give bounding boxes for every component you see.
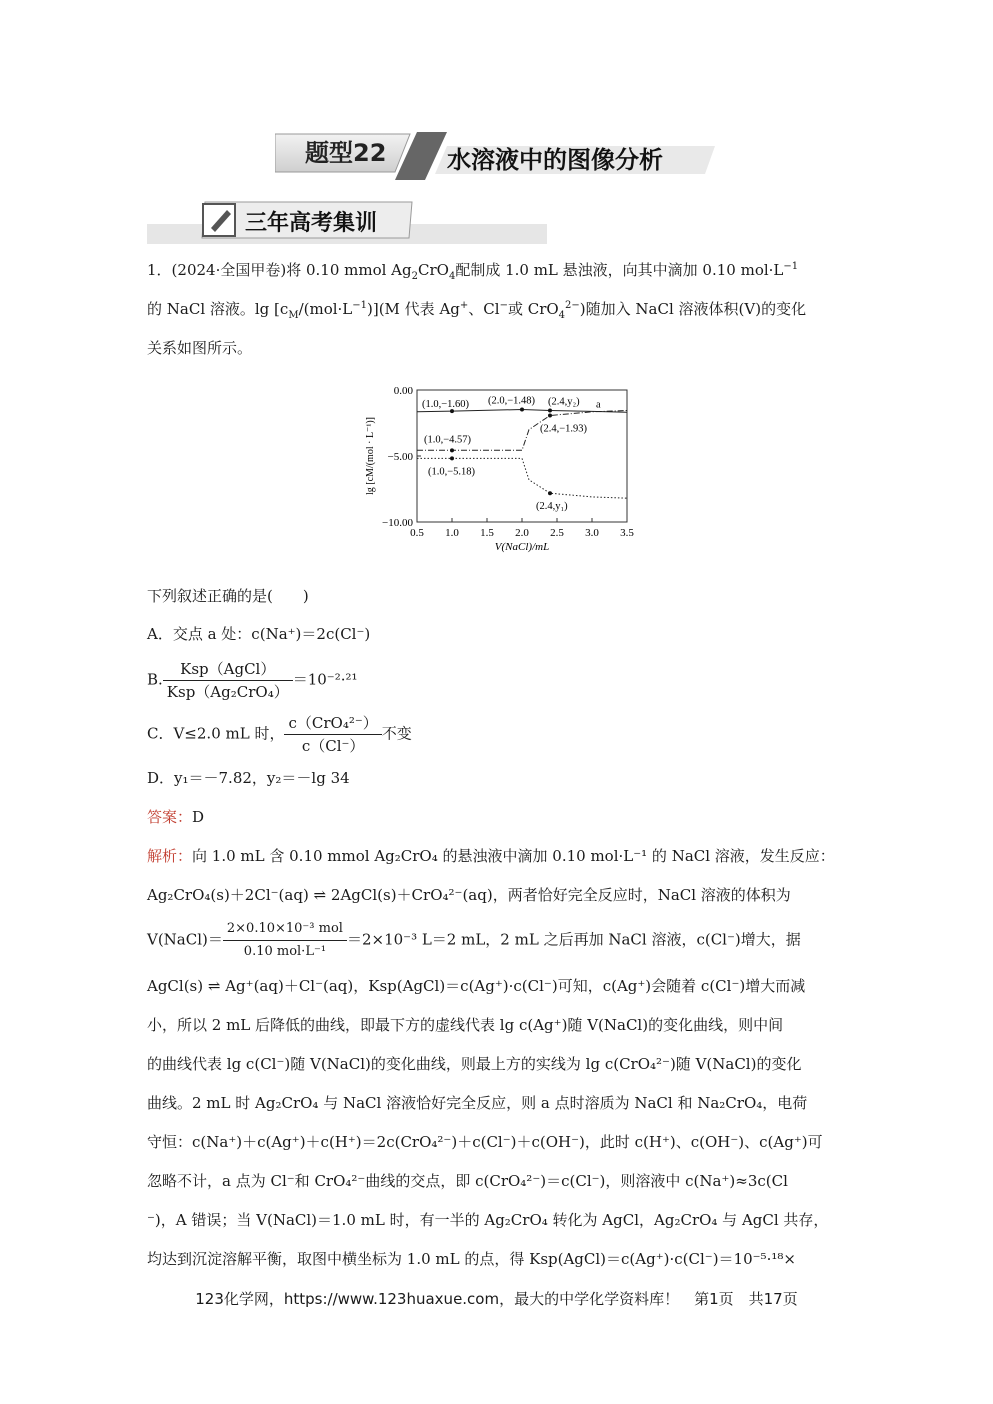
page-footer: 123化学网，https://www.123huaxue.com，最大的中学化学资料库！ 第1页 共17页 bbox=[195, 1290, 798, 1308]
section-header bbox=[147, 198, 547, 244]
analysis-line-5: 小，所以 2 mL 后降低的曲线，即最下方的虚线代表 lg c(Ag⁺)随 V(NaCl)的变化曲线，则中间 bbox=[147, 1016, 784, 1034]
y-axis-label: lg [cM/(mol · L⁻¹)] bbox=[365, 417, 376, 495]
point-label: (2.4,y₂) bbox=[548, 396, 580, 408]
topic-title: 水溶液中的图像分析 bbox=[447, 146, 663, 174]
x-tick-label: 2.5 bbox=[550, 527, 564, 539]
data-point bbox=[548, 413, 552, 417]
x-tick-label: 1.0 bbox=[445, 527, 459, 539]
option-c[interactable]: C．V≤2.0 mL 时， $\frac{\text{c（CrO₄²⁻）}}{c(Cl^-)}$ 不变 bbox=[147, 714, 412, 755]
analysis-line-7: 曲线。2 mL 时 Ag₂CrO₄ 与 NaCl 溶液恰好完全反应，则 a 点时溶质为 NaCl 和 Na₂CrO₄，电荷 bbox=[147, 1094, 808, 1112]
option-d[interactable]: D．y₁＝－7.82，y₂＝－lg 34 bbox=[147, 769, 350, 787]
option-a[interactable]: A．交点 a 处：c(Na⁺)＝2c(Cl⁻) bbox=[147, 625, 371, 643]
section-title: 三年高考集训 bbox=[245, 211, 378, 236]
y-tick-label: −5.00 bbox=[387, 451, 413, 463]
y-tick-label: −10.00 bbox=[382, 517, 413, 529]
chart bbox=[355, 380, 645, 560]
analysis-line-9: 忽略不计，a 点为 Cl⁻和 CrO₄²⁻曲线的交点，即 c(CrO₄²⁻)＝c(Cl⁻)，则溶液中 c(Na⁺)≈3c(Cl bbox=[147, 1172, 788, 1190]
series-line-3 bbox=[417, 458, 627, 498]
analysis-line-10: ⁻)，A 错误；当 V(NaCl)＝1.0 mL 时，有一半的 Ag₂CrO₄ 转化为 AgCl，Ag₂CrO₄ 与 AgCl 共存， bbox=[147, 1211, 829, 1229]
x-axis-label: V(NaCl)/mL bbox=[494, 541, 550, 553]
question-prompt: 下列叙述正确的是( ) bbox=[147, 587, 309, 605]
x-tick-label: 2.0 bbox=[515, 527, 529, 539]
option-b[interactable]: B. $\frac{\text{Ksp（AgCl）}}{\text{Ksp（Ag₂CrO₄）}}$ ＝10⁻²·²¹ bbox=[147, 660, 358, 701]
point-label: (1.0,−4.57) bbox=[424, 434, 472, 446]
question-line-2: 的 NaCl 溶液。$\lg [c_M/(mol\cdot L^{-1})](M$ 代表 Ag+、Cl−或 CrO$_4^{2-}$)随加入 NaCl 溶液体积(V)的变化 bbox=[147, 300, 807, 321]
x-tick-label: 3.0 bbox=[585, 527, 599, 539]
analysis-line-6: 的曲线代表 lg c(Cl⁻)随 V(NaCl)的变化曲线，则最上方的实线为 lg c(CrO₄²⁻)随 V(NaCl)的变化 bbox=[147, 1055, 802, 1073]
question-line-3: 关系如图所示。 bbox=[147, 339, 253, 357]
data-point bbox=[450, 456, 454, 460]
point-label: a bbox=[596, 399, 601, 411]
point-label: (1.0,−5.18) bbox=[428, 466, 476, 478]
question-line-1: 1．(2024·全国甲卷)将 0.10 mmol $Ag_2CrO_4$配制成 1.0 mL 悬浊液，向其中滴加 0.10 $mol\cdot L^{-1}$ bbox=[147, 261, 799, 282]
point-label: (2.4,y₁) bbox=[536, 501, 568, 513]
point-label: (2.0,−1.48) bbox=[488, 395, 536, 407]
data-point bbox=[548, 408, 552, 412]
x-tick-label: 3.5 bbox=[620, 527, 634, 539]
analysis-line-3: V(NaCl)＝ $\frac{\text{2×0.10×10⁻³ mol}}{\text{0.10 mol·L⁻¹}}$ ＝2×10⁻³ L＝2 mL，2 mL 之后再加 NaCl 溶液，c(Cl⁻)增大，据 bbox=[147, 918, 801, 963]
analysis-line-4: AgCl(s) ⇌ Ag⁺(aq)＋Cl⁻(aq)，Ksp(AgCl)＝c(Ag⁺)·c(Cl⁻)可知，c(Ag⁺)会随着 c(Cl⁻)增大而减 bbox=[147, 977, 806, 995]
x-tick-label: 1.5 bbox=[480, 527, 494, 539]
topic-banner bbox=[275, 128, 715, 184]
analysis-line-2: Ag₂CrO₄(s)＋2Cl⁻(aq) ⇌ 2AgCl(s)＋CrO₄²⁻(aq)，两者恰好完全反应时，NaCl 溶液的体积为 bbox=[147, 886, 791, 904]
x-tick-label: 0.5 bbox=[410, 527, 424, 539]
data-point bbox=[520, 408, 524, 412]
answer: 答案：D bbox=[147, 808, 205, 826]
data-point bbox=[450, 448, 454, 452]
point-label: (2.4,−1.93) bbox=[540, 423, 588, 435]
point-label: (1.0,−1.60) bbox=[422, 399, 470, 411]
analysis-line-1: 解析：向 1.0 mL 含 0.10 mmol Ag₂CrO₄ 的悬浊液中滴加 0.10 mol·L⁻¹ 的 NaCl 溶液，发生反应： bbox=[147, 847, 835, 865]
topic-tag: 题型22 bbox=[305, 139, 387, 167]
analysis-line-11: 均达到沉淀溶解平衡，取图中横坐标为 1.0 mL 的点，得 Ksp(AgCl)＝c(Ag⁺)·c(Cl⁻)＝10⁻⁵·¹⁸× bbox=[147, 1250, 796, 1268]
data-point bbox=[548, 491, 552, 495]
analysis-line-8: 守恒：c(Na⁺)＋c(Ag⁺)＋c(H⁺)＝2c(CrO₄²⁻)＋c(Cl⁻)＋c(OH⁻)，此时 c(H⁺)、c(OH⁻)、c(Ag⁺)可 bbox=[147, 1133, 823, 1151]
y-tick-label: 0.00 bbox=[393, 385, 413, 397]
